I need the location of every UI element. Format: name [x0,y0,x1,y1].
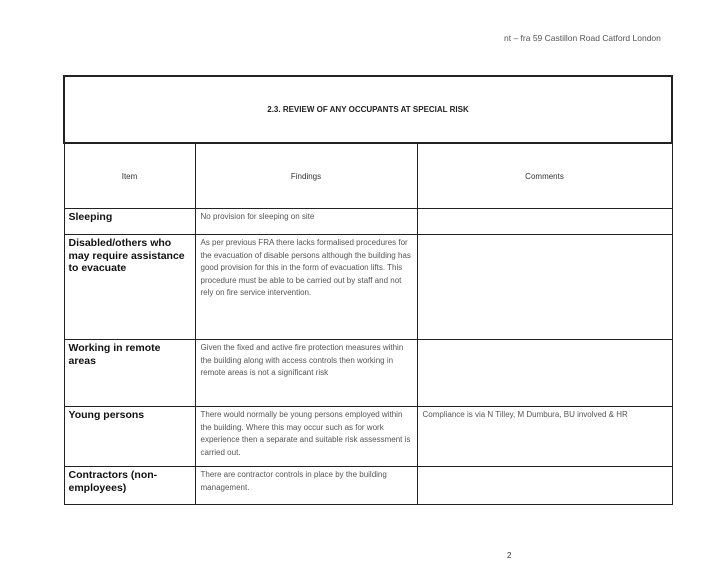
special-risk-table [63,75,673,505]
row-findings: No provision for sleeping on site [195,209,417,235]
column-header-comments: Comments [417,143,672,209]
running-header: nt – fra 59 Castillon Road Catford London [504,33,661,43]
table-row [64,340,672,407]
column-header-item: Item [64,143,195,209]
row-findings: Given the fixed and active fire protection measures within the building along with access controls then working in remote areas is not a significant risk [195,340,417,407]
section-title: 2.3. REVIEW OF ANY OCCUPANTS AT SPECIAL RISK [64,76,672,143]
row-item: Sleeping [64,209,195,235]
page-number: 2 [507,551,512,560]
table-row [64,235,672,340]
row-comments [417,467,672,505]
row-item: Working in remote areas [64,340,195,407]
table-row [64,407,672,467]
row-item: Young persons [64,407,195,467]
row-item: Disabled/others who may require assistance to evacuate [64,235,195,340]
column-header-findings: Findings [195,143,417,209]
row-findings: As per previous FRA there lacks formalised procedures for the evacuation of disable persons although the building has good provision for this in the form of evacuation lifts. This procedure must be able to be carried out by staff and not rely on fire service intervention. [195,235,417,340]
table-row [64,209,672,235]
row-item: Contractors (non-employees) [64,467,195,505]
row-comments [417,340,672,407]
table-title-row [64,76,672,143]
table-row [64,467,672,505]
row-findings: There are contractor controls in place by the building management. [195,467,417,505]
row-comments: Compliance is via N Tilley, M Dumbura, BU involved & HR [417,407,672,467]
row-comments [417,235,672,340]
column-header-row [64,143,672,209]
row-findings: There would normally be young persons employed within the building. Where this may occur such as for work experience then a separate and suitable risk assessment is carried out. [195,407,417,467]
row-comments [417,209,672,235]
